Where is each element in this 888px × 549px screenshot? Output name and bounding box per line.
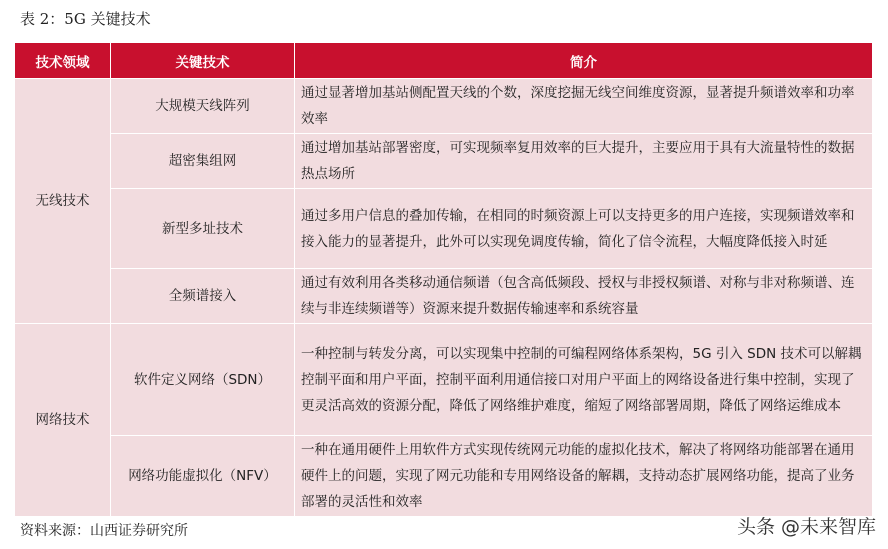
table-row	[15, 189, 873, 269]
table-row	[15, 79, 873, 134]
table-caption: 表 2：5G 关键技术	[20, 10, 151, 28]
header-desc: 简介	[295, 43, 873, 79]
source-note: 资料来源：山西证券研究所	[20, 523, 188, 539]
domain-cell: 网络技术	[15, 324, 111, 517]
tech-cell: 全频谱接入	[111, 269, 295, 324]
table-row	[15, 324, 873, 436]
watermark: 头条 @未来智库	[736, 516, 876, 538]
table-row	[15, 269, 873, 324]
tech-cell: 网络功能虚拟化（NFV）	[111, 436, 295, 517]
desc-cell: 通过多用户信息的叠加传输，在相同的时频资源上可以支持更多的用户连接，实现频谱效率和接入能力的显著提升，此外可以实现免调度传输，简化了信令流程，大幅度降低接入时延	[295, 189, 873, 269]
desc-cell: 通过增加基站部署密度，可实现频率复用效率的巨大提升，主要应用于具有大流量特性的数据热点场所	[295, 134, 873, 189]
tech-table	[14, 42, 873, 517]
domain-cell: 无线技术	[15, 79, 111, 324]
header-tech: 关键技术	[111, 43, 295, 79]
tech-cell: 软件定义网络（SDN）	[111, 324, 295, 436]
desc-cell: 一种在通用硬件上用软件方式实现传统网元功能的虚拟化技术，解决了将网络功能部署在通用硬件上的问题，实现了网元功能和专用网络设备的解耦，支持动态扩展网络功能，提高了业务部署的灵活性和效率	[295, 436, 873, 517]
desc-cell: 一种控制与转发分离，可以实现集中控制的可编程网络体系架构，5G 引入 SDN 技术可以解耦控制平面和用户平面，控制平面利用通信接口对用户平面上的网络设备进行集中控制，实现了更灵活高效的资源分配，降低了网络维护难度，缩短了网络部署周期，降低了网络运维成本	[295, 324, 873, 436]
table-row	[15, 436, 873, 517]
table-header	[15, 43, 873, 79]
tech-cell: 新型多址技术	[111, 189, 295, 269]
tech-cell: 超密集组网	[111, 134, 295, 189]
desc-cell: 通过显著增加基站侧配置天线的个数，深度挖掘无线空间维度资源，显著提升频谱效率和功率效率	[295, 79, 873, 134]
table-row	[15, 134, 873, 189]
header-domain: 技术领域	[15, 43, 111, 79]
tech-cell: 大规模天线阵列	[111, 79, 295, 134]
desc-cell: 通过有效利用各类移动通信频谱（包含高低频段、授权与非授权频谱、对称与非对称频谱、连续与非连续频谱等）资源来提升数据传输速率和系统容量	[295, 269, 873, 324]
